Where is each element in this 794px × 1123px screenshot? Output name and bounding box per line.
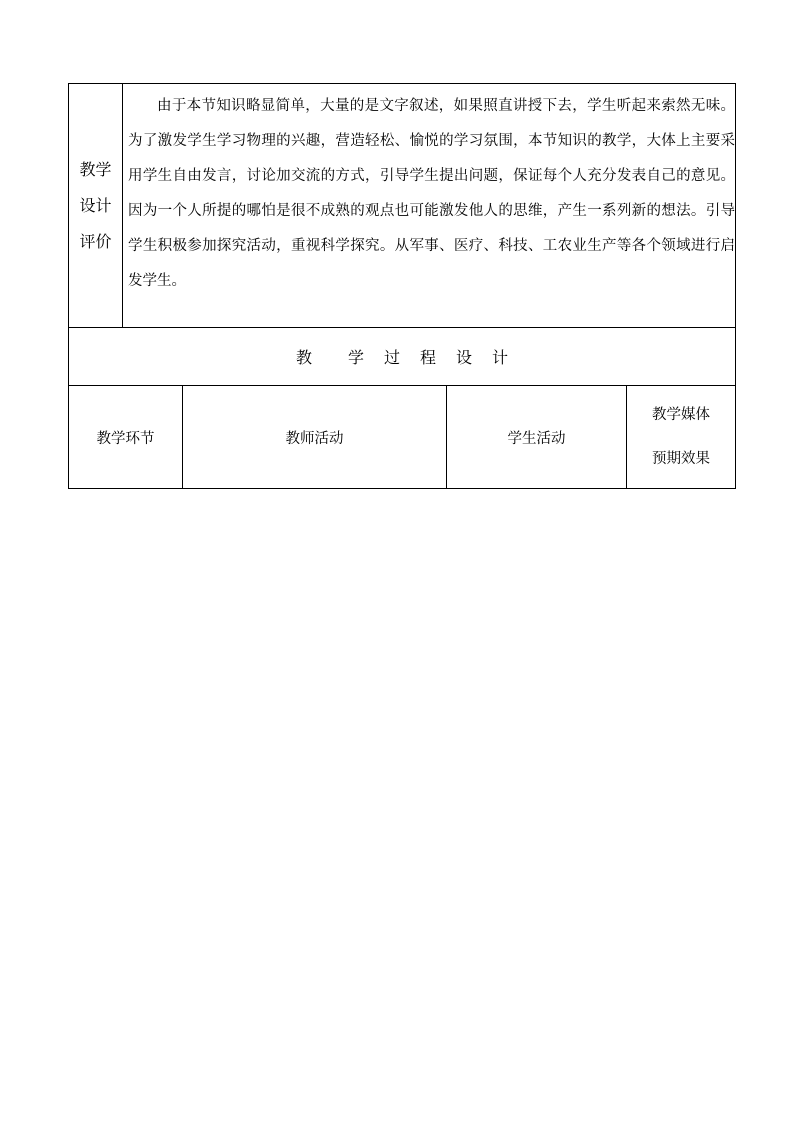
process-title <box>69 328 736 386</box>
evaluation-row <box>69 84 736 328</box>
process-title-char: 程 <box>420 348 437 367</box>
lesson-plan-table <box>68 83 736 489</box>
process-title-char: 教 <box>295 348 312 367</box>
evaluation-text: 由于本节知识略显简单，大量的是文字叙述，如果照直讲授下去，学生听起来索然无味。为了激发学生学习物理的兴趣，营造轻松、愉悦的学习氛围，本节知识的教学，大体上主要采用学生自由发言，讨论加交流的方式，引导学生提出问题，保证每个人充分发表自己的意见。因为一个人所提的哪怕是很不成熟的观点也可能激发他人的思维，产生一系列新的想法。引导学生积极参加探究活动，重视科学探究。从军事、医疗、科技、工农业生产等各个领域进行启发学生。 <box>123 84 736 328</box>
evaluation-label-line1: 教学 <box>79 159 112 179</box>
column-header-media-line1: 教学媒体 <box>652 407 711 423</box>
column-header-student: 学生活动 <box>447 386 627 489</box>
lesson-plan-document <box>68 83 735 489</box>
process-title-char: 学 <box>347 348 364 367</box>
column-header-media-line2: 预期效果 <box>652 451 711 467</box>
column-header-stage: 教学环节 <box>69 386 183 489</box>
process-title-char: 过 <box>384 348 401 367</box>
evaluation-label-cell <box>69 84 123 328</box>
column-header-teacher: 教师活动 <box>183 386 447 489</box>
process-title-char: 设 <box>456 348 473 367</box>
evaluation-label-line3: 评价 <box>79 231 112 251</box>
process-title-row <box>69 328 736 386</box>
evaluation-label-line2: 设计 <box>79 195 112 215</box>
column-header-row <box>69 386 736 489</box>
process-title-char: 计 <box>492 348 509 367</box>
column-header-media <box>627 386 736 489</box>
